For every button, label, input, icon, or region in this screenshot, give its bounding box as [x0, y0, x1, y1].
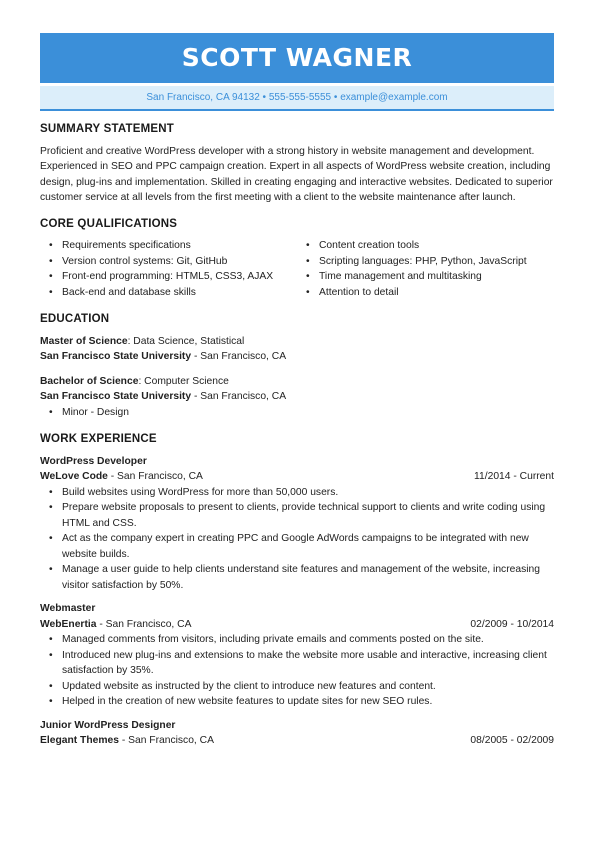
list-item: • Front-end programming: HTML5, CSS3, AJAX: [40, 269, 297, 285]
job-role: Junior WordPress Designer: [40, 719, 176, 731]
company-location: - San Francisco, CA: [107, 471, 203, 482]
section-title-qualifications: CORE QUALIFICATIONS: [40, 217, 178, 230]
company-name: WeLove Code: [40, 471, 108, 482]
job-bullets: [40, 485, 554, 594]
school-location: - San Francisco, CA: [191, 351, 287, 362]
qualifications-right-list: [297, 238, 554, 300]
list-item: • Helped in the creation of new website features to update sites for new SEO rules.: [40, 694, 554, 710]
list-item: • Attention to detail: [297, 285, 554, 301]
education-entry: [40, 374, 554, 421]
list-item: • Minor - Design: [40, 405, 554, 421]
degree-name: Bachelor of Science: [40, 375, 139, 387]
section-title-work: WORK EXPERIENCE: [40, 433, 157, 445]
section-title-summary: SUMMARY STATEMENT: [40, 123, 174, 135]
job-entry: [40, 601, 554, 710]
list-item: • Prepare website proposals to present to clients, provide technical support to clients and write coding using HTML and CSS.: [40, 500, 554, 531]
job-role: Webmaster: [40, 603, 96, 614]
list-item: • Act as the company expert in creating PPC and Google AdWords campaigns to be integrated with new website builds.: [40, 531, 554, 562]
company-name: Elegant Themes: [40, 735, 119, 746]
job-bullets: [40, 632, 554, 710]
contact-band: [40, 86, 554, 111]
job-entry: [40, 718, 554, 749]
section-title-education: EDUCATION: [40, 313, 110, 325]
school-name: San Francisco State University: [40, 351, 192, 362]
contact-address: San Francisco, CA 94132: [146, 91, 260, 103]
contact-email[interactable]: example@example.com: [340, 91, 448, 103]
job-entry: [40, 454, 554, 594]
job-dates: 02/2009 - 10/2014: [470, 618, 554, 630]
company-location: - San Francisco, CA: [118, 735, 214, 746]
list-item: • Requirements specifications: [40, 238, 297, 254]
qualifications-columns: [40, 238, 554, 300]
summary-section: [40, 122, 554, 206]
contact-separator: •: [331, 91, 341, 103]
summary-text: Proficient and creative WordPress developer with a strong history in website management and development. Experienced in SEO and PPC campaign creation. Expert in all aspects of WordPress website creation, including design, plug-ins and implementation. Skilled in creating engaging and interactive websites. Dedicated to superior customer service at all levels from the first meeting with a client to the website maintenance after launch.: [40, 145, 553, 203]
company-location: - San Francisco, CA: [96, 618, 192, 630]
list-item: • Manage a user guide to help clients understand site features and management of the website, increasing visitor satisfaction by 50%.: [40, 562, 554, 593]
list-item: • Back-end and database skills: [40, 285, 297, 301]
list-item: • Scripting languages: PHP, Python, JavaScript: [297, 254, 554, 270]
list-item: • Updated website as instructed by the client to introduce new features and content.: [40, 679, 554, 695]
list-item: • Build websites using WordPress for more than 50,000 users.: [40, 485, 554, 501]
education-entry: [40, 334, 554, 365]
company-name: WebEnertia: [40, 618, 97, 630]
education-details: [40, 405, 554, 421]
header-band: [40, 33, 554, 83]
job-dates: 08/2005 - 02/2009: [470, 735, 554, 746]
resume-page: [40, 33, 554, 749]
degree-field: : Computer Science: [138, 375, 229, 387]
education-section: [40, 312, 554, 420]
candidate-name: SCOTT WAGNER: [181, 43, 413, 73]
school-location: - San Francisco, CA: [191, 391, 287, 402]
contact-phone: 555-555-5555: [268, 91, 332, 103]
job-dates: 11/2014 - Current: [474, 471, 554, 482]
school-name: San Francisco State University: [40, 391, 192, 402]
contact-separator: •: [259, 91, 269, 103]
list-item: • Managed comments from visitors, including private emails and comments posted on the site.: [40, 632, 554, 648]
list-item: • Time management and multitasking: [297, 269, 554, 285]
qualifications-left-list: [40, 238, 297, 300]
degree-name: Master of Science: [40, 335, 128, 347]
job-role: WordPress Developer: [40, 455, 147, 467]
work-section: [40, 432, 554, 749]
degree-field: : Data Science, Statistical: [127, 335, 245, 347]
qualifications-section: [40, 217, 554, 301]
list-item: • Version control systems: Git, GitHub: [40, 254, 297, 270]
list-item: • Content creation tools: [297, 238, 554, 254]
list-item: • Introduced new plug-ins and extensions to make the website more usable and interactive, increasing client satisfaction by 35%.: [40, 648, 554, 679]
